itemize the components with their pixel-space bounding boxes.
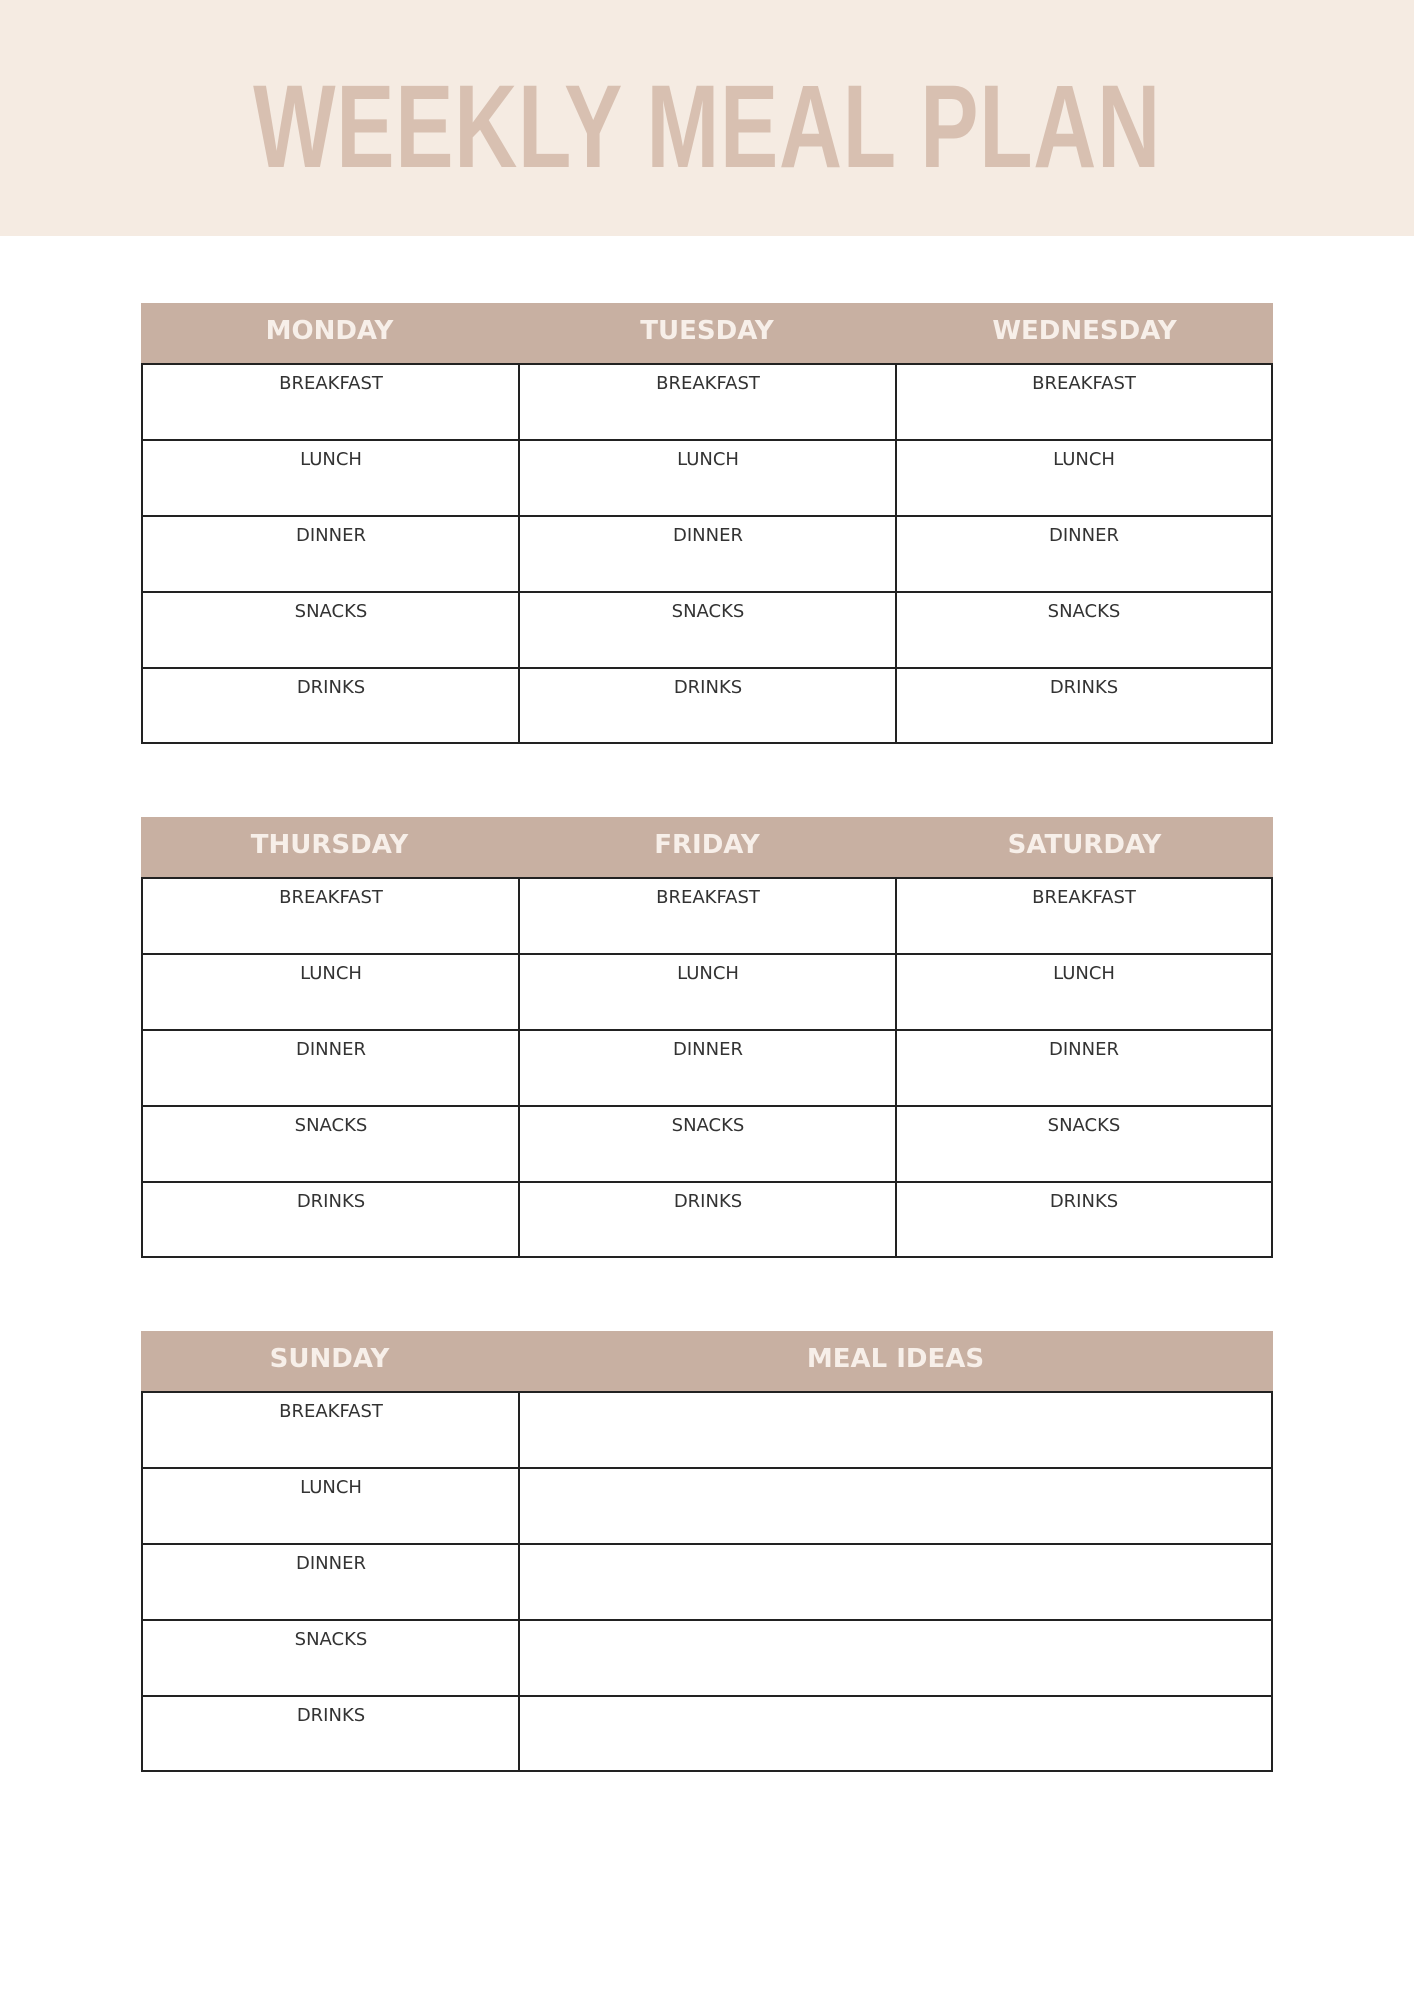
meal-idea-line[interactable] xyxy=(520,1621,1271,1697)
day-heading-monday: MONDAY xyxy=(265,316,394,346)
planner-header xyxy=(141,817,1273,877)
planner-header xyxy=(141,303,1273,363)
meal-cell-drinks[interactable] xyxy=(143,669,519,745)
meal-cell-breakfast[interactable] xyxy=(520,365,896,441)
meal-cell-dinner[interactable] xyxy=(143,1031,519,1107)
meal-label: BREAKFAST xyxy=(656,887,760,908)
meal-label: LUNCH xyxy=(677,963,739,984)
meal-label: DRINKS xyxy=(673,1191,743,1212)
meal-label: DINNER xyxy=(1049,1039,1119,1060)
day-column-saturday xyxy=(897,879,1271,1256)
meal-cell-snacks[interactable] xyxy=(897,1107,1271,1183)
meal-idea-line[interactable] xyxy=(520,1393,1271,1469)
meal-label: DRINKS xyxy=(1049,1191,1119,1212)
meal-cell-breakfast[interactable] xyxy=(897,879,1271,955)
day-column-monday xyxy=(143,365,519,742)
planner-section-3 xyxy=(141,1331,1273,1772)
day-heading-wednesday: WEDNESDAY xyxy=(992,316,1177,346)
meal-cell-lunch[interactable] xyxy=(897,441,1271,517)
meal-cell-lunch[interactable] xyxy=(520,441,896,517)
meal-cell-snacks[interactable] xyxy=(143,1107,519,1183)
meal-cell-breakfast[interactable] xyxy=(520,879,896,955)
meal-label: SNACKS xyxy=(671,601,745,622)
meal-label: BREAKFAST xyxy=(279,373,383,394)
meal-label: DRINKS xyxy=(673,677,743,698)
meal-ideas-column xyxy=(520,1393,1271,1770)
meal-label: SNACKS xyxy=(294,1629,368,1650)
meal-cell-breakfast[interactable] xyxy=(143,365,519,441)
meal-cell-drinks[interactable] xyxy=(520,1183,896,1259)
meal-label: DINNER xyxy=(673,525,743,546)
page-title: WEEKLY MEAL PLAN xyxy=(253,61,1161,193)
meal-cell-dinner[interactable] xyxy=(520,1031,896,1107)
meal-cell-lunch[interactable] xyxy=(520,955,896,1031)
meal-label: BREAKFAST xyxy=(279,887,383,908)
meal-ideas-heading: MEAL IDEAS xyxy=(806,1344,985,1374)
meal-cell-drinks[interactable] xyxy=(897,1183,1271,1259)
meal-label: DRINKS xyxy=(296,1191,366,1212)
meal-cell-lunch[interactable] xyxy=(143,1469,519,1545)
meal-cell-snacks[interactable] xyxy=(520,1107,896,1183)
meal-label: SNACKS xyxy=(294,601,368,622)
meal-label: DRINKS xyxy=(1049,677,1119,698)
meal-cell-lunch[interactable] xyxy=(143,441,519,517)
meal-label: DRINKS xyxy=(296,1705,366,1726)
meal-cell-dinner[interactable] xyxy=(143,1545,519,1621)
meal-cell-lunch[interactable] xyxy=(897,955,1271,1031)
meal-label: DINNER xyxy=(296,525,366,546)
meal-cell-drinks[interactable] xyxy=(143,1183,519,1259)
day-column-friday xyxy=(520,879,896,1256)
meal-label: LUNCH xyxy=(300,1477,362,1498)
meal-label: SNACKS xyxy=(1047,601,1121,622)
day-heading-friday: FRIDAY xyxy=(654,830,760,860)
meal-label: DINNER xyxy=(296,1039,366,1060)
meal-label: BREAKFAST xyxy=(1032,887,1136,908)
meal-idea-line[interactable] xyxy=(520,1697,1271,1773)
meal-label: DRINKS xyxy=(296,677,366,698)
meal-label: DINNER xyxy=(296,1553,366,1574)
meal-label: BREAKFAST xyxy=(279,1401,383,1422)
meal-cell-dinner[interactable] xyxy=(143,517,519,593)
meal-cell-breakfast[interactable] xyxy=(897,365,1271,441)
meal-idea-line[interactable] xyxy=(520,1469,1271,1545)
planner-section-1 xyxy=(141,303,1273,744)
meal-label: LUNCH xyxy=(300,449,362,470)
meal-idea-line[interactable] xyxy=(520,1545,1271,1621)
meal-cell-drinks[interactable] xyxy=(143,1697,519,1773)
meal-label: LUNCH xyxy=(300,963,362,984)
meal-label: SNACKS xyxy=(671,1115,745,1136)
meal-cell-snacks[interactable] xyxy=(897,593,1271,669)
meal-cell-drinks[interactable] xyxy=(520,669,896,745)
meal-label: LUNCH xyxy=(1053,963,1115,984)
meal-cell-snacks[interactable] xyxy=(520,593,896,669)
meal-cell-dinner[interactable] xyxy=(897,517,1271,593)
meal-cell-snacks[interactable] xyxy=(143,1621,519,1697)
day-heading-thursday: THURSDAY xyxy=(250,830,409,860)
meal-label: BREAKFAST xyxy=(656,373,760,394)
day-heading-saturday: SATURDAY xyxy=(1007,830,1162,860)
meal-cell-lunch[interactable] xyxy=(143,955,519,1031)
planner-header xyxy=(141,1331,1273,1391)
meal-label: BREAKFAST xyxy=(1032,373,1136,394)
meal-grid xyxy=(141,363,1273,744)
day-column-thursday xyxy=(143,879,519,1256)
meal-label: LUNCH xyxy=(677,449,739,470)
meal-cell-drinks[interactable] xyxy=(897,669,1271,745)
planner-section-2 xyxy=(141,817,1273,1258)
meal-grid xyxy=(141,1391,1273,1772)
meal-label: SNACKS xyxy=(1047,1115,1121,1136)
meal-label: LUNCH xyxy=(1053,449,1115,470)
meal-label: DINNER xyxy=(1049,525,1119,546)
day-column-sunday xyxy=(143,1393,519,1770)
meal-cell-dinner[interactable] xyxy=(897,1031,1271,1107)
meal-cell-breakfast[interactable] xyxy=(143,1393,519,1469)
day-heading-tuesday: TUESDAY xyxy=(640,316,774,346)
day-column-wednesday xyxy=(897,365,1271,742)
meal-label: SNACKS xyxy=(294,1115,368,1136)
meal-grid xyxy=(141,877,1273,1258)
title-banner xyxy=(0,0,1414,236)
meal-cell-breakfast[interactable] xyxy=(143,879,519,955)
meal-label: DINNER xyxy=(673,1039,743,1060)
day-heading-sunday: SUNDAY xyxy=(269,1344,390,1374)
meal-cell-snacks[interactable] xyxy=(143,593,519,669)
day-column-tuesday xyxy=(520,365,896,742)
meal-cell-dinner[interactable] xyxy=(520,517,896,593)
